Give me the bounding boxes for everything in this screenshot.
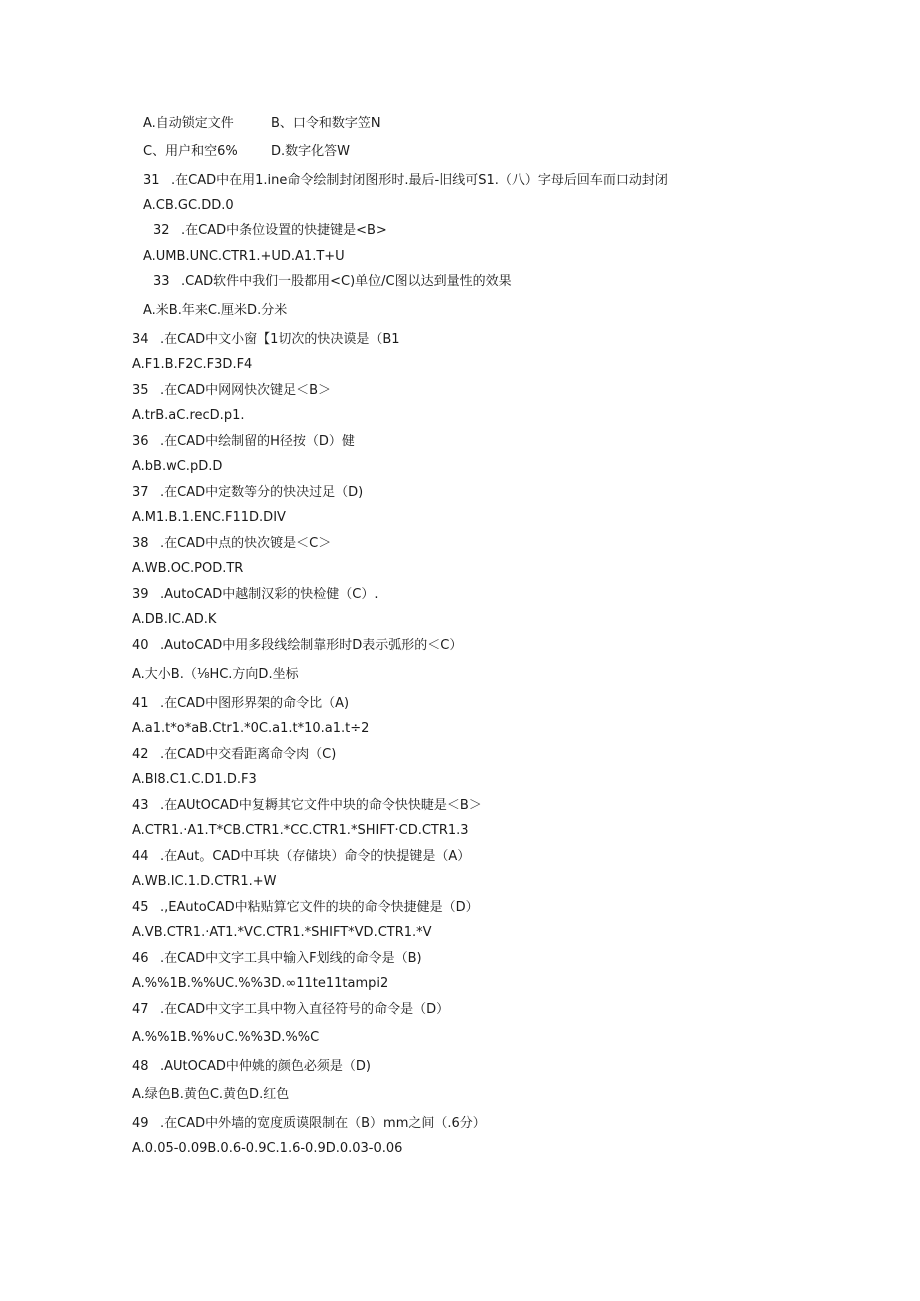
question-line bbox=[132, 1001, 449, 1019]
question-number: 36 bbox=[132, 434, 149, 449]
answer-line: A.F1.B.F2C.F3D.F4 bbox=[132, 357, 253, 372]
question-line bbox=[132, 586, 379, 604]
question-text: .在Aut。CAD中耳块（存储块）命令的快提键是（A） bbox=[160, 849, 471, 864]
question-text: .AutoCAD中越制汉彩的快检健（C）. bbox=[160, 587, 379, 602]
question-line bbox=[132, 331, 400, 349]
question-line bbox=[132, 899, 479, 917]
question-number: 33 bbox=[153, 274, 170, 289]
answer-line: A.CB.GC.DD.0 bbox=[143, 198, 234, 213]
answer-line: A.WB.OC.POD.TR bbox=[132, 561, 244, 576]
question-text: .在CAD中文小窗【1切次的快决谟是（B1 bbox=[160, 332, 400, 347]
question-line bbox=[132, 1115, 486, 1133]
question-number: 45 bbox=[132, 900, 149, 915]
question-number: 43 bbox=[132, 798, 149, 813]
question-text: .在CAD中绘制留的H径按（D）健 bbox=[160, 434, 355, 449]
question-text: .在CAD中文字工具中物入直径符号的命令是（D） bbox=[160, 1002, 450, 1017]
question-text: .CAD软件中我们一股都用<C)单位/C图以达到量性的效果 bbox=[181, 274, 512, 289]
question-line bbox=[132, 535, 331, 553]
question-text: .在CAD中在用1.ine命令绘制封闭图形时.最后-旧线可S1.（八）字母后回车而口动封闭 bbox=[171, 173, 668, 188]
question-number: 41 bbox=[132, 696, 149, 711]
question-number: 42 bbox=[132, 747, 149, 762]
answer-line: A.a1.t*o*aB.Ctr1.*0C.a1.t*10.a1.t÷2 bbox=[132, 721, 370, 736]
question-line bbox=[132, 848, 470, 866]
question-line bbox=[132, 382, 331, 400]
answer-line: A.绿色B.黄色C.黄色D.红色 bbox=[132, 1087, 290, 1102]
question-text: .在CAD中外墙的宽度质谟限制在（B）mm之间（.6分） bbox=[160, 1116, 486, 1131]
question-text: .在CAD中文字工具中输入F划线的命令是（B) bbox=[160, 951, 422, 966]
answer-line: A.大小B.（⅛HC.方向D.坐标 bbox=[132, 667, 299, 682]
answer-line: A.UMB.UNC.CTR1.+UD.A1.T+U bbox=[143, 249, 345, 264]
question-number: 49 bbox=[132, 1116, 149, 1131]
question-text: .AUtOCAD中仲姚的颜色必须是（D) bbox=[160, 1059, 371, 1074]
question-text: .在CAD中图形界架的命令比（A) bbox=[160, 696, 350, 711]
option-text: D.数字化答W bbox=[271, 144, 350, 159]
answer-line: A.%%1B.%%UC.%%3D.∞11te11tampi2 bbox=[132, 976, 389, 991]
question-text: .在CAD中定数等分的快决过足（D) bbox=[160, 485, 364, 500]
option-text: B、口令和数字笠N bbox=[271, 116, 381, 131]
question-text: .在CAD中条位设置的快捷键是<B> bbox=[181, 223, 387, 238]
question-line bbox=[132, 1058, 371, 1076]
question-number: 37 bbox=[132, 485, 149, 500]
question-line bbox=[132, 797, 482, 815]
question-number: 34 bbox=[132, 332, 149, 347]
answer-line: A.DB.IC.AD.K bbox=[132, 612, 217, 627]
answer-line: A.%%1B.%%∪C.%%3D.%%C bbox=[132, 1030, 320, 1045]
question-line bbox=[132, 637, 462, 655]
question-number: 35 bbox=[132, 383, 149, 398]
answer-line: A.Bl8.C1.C.D1.D.F3 bbox=[132, 772, 257, 787]
question-line bbox=[132, 950, 422, 968]
question-text: .在AUtOCAD中复耨其它文件中块的命令快快睫是＜B＞ bbox=[160, 798, 482, 813]
question-text: .AutoCAD中用多段线绘制靠形时D表示弧形的＜C） bbox=[160, 638, 463, 653]
question-number: 31 bbox=[143, 173, 160, 188]
answer-line: A.trB.aC.recD.p1. bbox=[132, 408, 245, 423]
question-text: .,EAutoCAD中粘贴算它文件的块的命令快捷健是（D） bbox=[160, 900, 479, 915]
answer-line: A.米B.年来C.厘米D.分米 bbox=[143, 303, 288, 318]
question-number: 40 bbox=[132, 638, 149, 653]
question-number: 32 bbox=[153, 223, 170, 238]
question-line bbox=[132, 695, 349, 713]
question-number: 46 bbox=[132, 951, 149, 966]
answer-line: A.M1.B.1.ENC.F11D.DIV bbox=[132, 510, 286, 525]
question-line bbox=[153, 273, 512, 291]
option-text: A.自动锁定文件 bbox=[143, 116, 234, 131]
question-text: .在CAD中网网快次键足＜B＞ bbox=[160, 383, 332, 398]
question-line bbox=[132, 746, 336, 764]
option-text: C、用户和空6% bbox=[143, 144, 238, 159]
answer-line: A.0.05-0.09B.0.6-0.9C.1.6-0.9D.0.03-0.06 bbox=[132, 1141, 403, 1156]
answer-line: A.CTR1.·A1.T*CB.CTR1.*CC.CTR1.*SHIFT·CD.CTR1.3 bbox=[132, 823, 469, 838]
answer-line: A.bB.wC.pD.D bbox=[132, 459, 223, 474]
question-number: 39 bbox=[132, 587, 149, 602]
question-number: 44 bbox=[132, 849, 149, 864]
question-line bbox=[143, 172, 668, 190]
question-number: 47 bbox=[132, 1002, 149, 1017]
question-line bbox=[153, 222, 387, 240]
answer-line: A.WB.IC.1.D.CTR1.+W bbox=[132, 874, 277, 889]
answer-line: A.VB.CTR1.·AT1.*VC.CTR1.*SHIFT*VD.CTR1.*V bbox=[132, 925, 432, 940]
question-line bbox=[132, 484, 363, 502]
question-number: 38 bbox=[132, 536, 149, 551]
question-text: .在CAD中点的快次镀是＜C＞ bbox=[160, 536, 332, 551]
question-line bbox=[132, 433, 355, 451]
question-text: .在CAD中交看距离命令肉（C) bbox=[160, 747, 337, 762]
question-number: 48 bbox=[132, 1059, 149, 1074]
